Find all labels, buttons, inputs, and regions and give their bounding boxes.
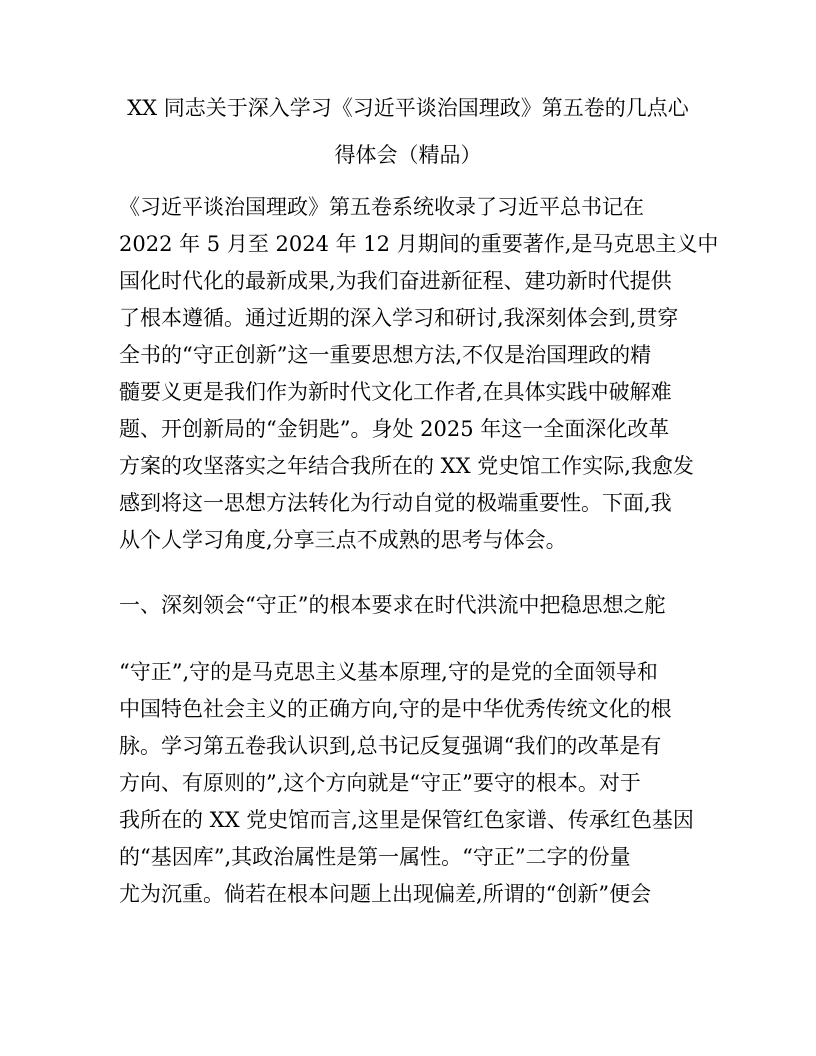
paragraph-line: 的“基因库”,其政治属性是第一属性。“守正”二字的份量 (119, 845, 631, 869)
paragraph-line: 2022 年 5 月至 2024 年 12 月期间的重要著作,是马克思主义中 (119, 232, 719, 256)
paragraph-line: 方案的攻坚落实之年结合我所在的 XX 党史馆工作实际,我愈发 (119, 454, 694, 478)
paragraph-line: 中国特色社会主义的正确方向,守的是中华优秀传统文化的根 (119, 697, 672, 721)
section-heading: 一、深刻领会“守正”的根本要求在时代洪流中把稳思想之舵 (119, 593, 666, 617)
paragraph-line: 髓要义更是我们作为新时代文化工作者,在具体实践中破解难 (119, 380, 672, 404)
paragraph-line: 《习近平谈治国理政》第五卷系统收录了习近平总书记在 (119, 195, 644, 219)
paragraph-line: 从个人学习角度,分享三点不成熟的思考与体会。 (119, 528, 567, 552)
paragraph-line: 方向、有原则的”,这个方向就是“守正”要守的根本。对于 (119, 771, 641, 795)
paragraph-line: 题、开创新局的“金钥匙”。身处 2025 年这一全面深化改革 (119, 417, 670, 441)
paragraph-line: 了根本遵循。通过近期的深入学习和研讨,我深刻体会到,贯穿 (119, 306, 679, 330)
document-title-line-1: XX 同志关于深入学习《习近平谈治国理政》第五卷的几点心 (127, 96, 689, 120)
paragraph-line: 全书的“守正创新”这一重要思想方法,不仅是治国理政的精 (119, 343, 652, 367)
paragraph-line: 尤为沉重。倘若在根本问题上出现偏差,所谓的“创新”便会 (119, 882, 652, 906)
paragraph-line: 脉。学习第五卷我认识到,总书记反复强调“我们的改革是有 (119, 734, 662, 758)
paragraph-line: 感到将这一思想方法转化为行动自觉的极端重要性。下面,我 (119, 491, 672, 515)
paragraph-line: 国化时代化的最新成果,为我们奋进新征程、建功新时代提供 (119, 269, 672, 293)
paragraph-line: “守正”,守的是马克思主义基本原理,守的是党的全面领导和 (119, 660, 658, 684)
paragraph-line: 我所在的 XX 党史馆而言,这里是保管红色家谱、传承红色基因 (119, 808, 694, 832)
document-title-line-2: 得体会（精品） (334, 143, 482, 167)
